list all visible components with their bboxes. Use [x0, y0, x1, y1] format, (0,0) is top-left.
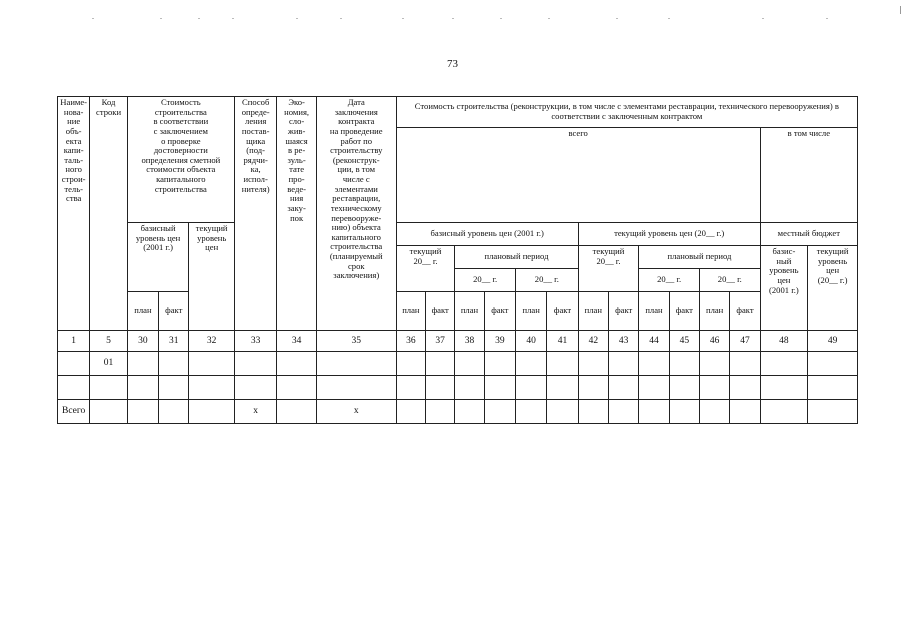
header-planned-period-current: плановый период	[639, 246, 760, 269]
header-plan: план	[396, 292, 425, 331]
header-including: в том числе	[760, 128, 857, 223]
header-object-name: Наиме- нова- ние объ- екта капи- таль- ного строи- тель- ства	[58, 97, 90, 331]
column-number: 42	[578, 331, 608, 352]
header-contract-cost: Стоимость строительства (реконструкции, в том числе с элементами реставрации, технического перевооружения) в соответствии с заключенным контрактом	[396, 97, 857, 128]
header-current-year-base: текущий 20__ г.	[396, 246, 455, 292]
header-plan: план	[515, 292, 546, 331]
page-number: 73	[447, 58, 458, 70]
column-number: 36	[396, 331, 425, 352]
header-fact: факт	[730, 292, 760, 331]
column-number: 43	[609, 331, 639, 352]
header-savings: Эко- номия, сло- жив- шаяся в ре- зуль- тате про- веде- ния заку- пок	[277, 97, 316, 331]
header-current-year-current: текущий 20__ г.	[578, 246, 639, 292]
header-base-price-level: базисный уровень цен (2001 г.)	[127, 223, 189, 292]
column-number: 34	[277, 331, 316, 352]
header-year-3: 20__ г.	[639, 269, 700, 292]
column-number: 35	[316, 331, 396, 352]
header-year-4: 20__ г.	[699, 269, 760, 292]
column-number: 5	[90, 331, 127, 352]
total-label: Всего	[58, 400, 90, 424]
header-fact: факт	[609, 292, 639, 331]
header-fact: факт	[484, 292, 515, 331]
header-local-budget: местный бюджет	[760, 223, 857, 246]
header-fact: факт	[159, 292, 189, 331]
header-contract-date: Дата заключения контракта на проведение работ по строительству (реконструк- ции, в том числе с элементами реставрации, техническому перевооруже- нию) объекта капитального строительства (планируемый срок заключения)	[316, 97, 396, 331]
scan-artifacts	[0, 18, 905, 22]
header-plan: план	[578, 292, 608, 331]
column-number: 41	[547, 331, 578, 352]
header-local-budget-base: базис- ный уровень цен (2001 г.)	[760, 246, 808, 331]
column-number: 30	[127, 331, 158, 352]
column-number: 48	[760, 331, 808, 352]
total-row	[58, 400, 858, 424]
header-current-price-level: текущий уровень цен	[189, 223, 235, 331]
column-number: 45	[669, 331, 699, 352]
header-fact: факт	[547, 292, 578, 331]
column-number: 47	[730, 331, 760, 352]
table-row	[58, 352, 858, 376]
header-current-level-20: текущий уровень цен (20__ г.)	[578, 223, 760, 246]
column-number: 49	[808, 331, 858, 352]
construction-cost-table	[57, 96, 858, 424]
header-plan: план	[699, 292, 729, 331]
header-local-budget-current: текущий уровень цен (20__ г.)	[808, 246, 858, 331]
header-row-code: Код строки	[90, 97, 127, 331]
header-estimated-cost: Стоимость строительства в соответствии с заключением о проверке достоверности определения сметной стоимости объекта капитального строительства	[127, 97, 234, 223]
column-number: 40	[515, 331, 546, 352]
header-plan: план	[127, 292, 158, 331]
header-year-1: 20__ г.	[455, 269, 516, 292]
header-fact: факт	[426, 292, 455, 331]
column-number: 39	[484, 331, 515, 352]
header-year-2: 20__ г.	[515, 269, 578, 292]
column-number-row	[58, 331, 858, 352]
total-date-x: х	[316, 400, 396, 424]
column-number: 33	[234, 331, 276, 352]
header-total: всего	[396, 128, 760, 223]
header-fact: факт	[669, 292, 699, 331]
column-number: 1	[58, 331, 90, 352]
total-supplier-x: х	[234, 400, 276, 424]
table-row	[58, 376, 858, 400]
row-code-cell: 01	[90, 352, 127, 376]
header-plan: план	[639, 292, 669, 331]
header-planned-period-base: плановый период	[455, 246, 578, 269]
header-base-level-2001: базисный уровень цен (2001 г.)	[396, 223, 578, 246]
column-number: 37	[426, 331, 455, 352]
scan-edge-mark	[900, 6, 901, 14]
header-supplier-method: Способ опреде- ления постав- щика (под- рядчи- ка, испол- нителя)	[234, 97, 276, 331]
column-number: 31	[159, 331, 189, 352]
object-name-cell	[58, 352, 90, 376]
column-number: 46	[699, 331, 729, 352]
column-number: 44	[639, 331, 669, 352]
column-number: 38	[455, 331, 484, 352]
header-plan: план	[455, 292, 484, 331]
column-number: 32	[189, 331, 235, 352]
